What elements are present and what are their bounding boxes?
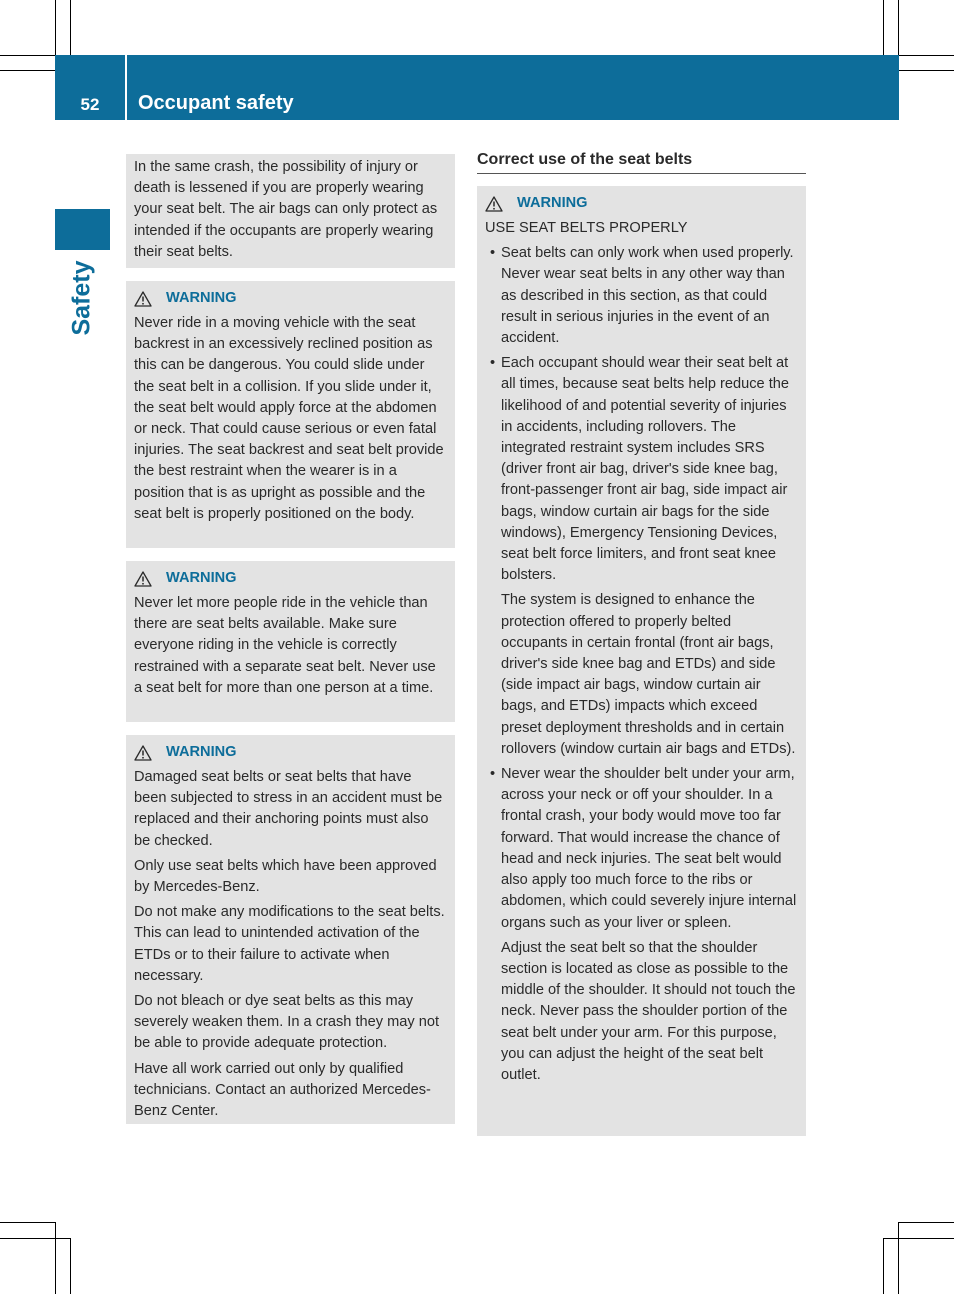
warning-heading: [134, 741, 447, 765]
page-header: [55, 55, 899, 120]
list-item: [485, 243, 798, 349]
warning-heading: [134, 567, 447, 591]
warning-label: WARNING: [166, 290, 237, 307]
crop-mark: [883, 1238, 884, 1294]
warning-triangle-icon: [485, 196, 503, 212]
warning-heading: [134, 287, 447, 311]
page-title: Occupant safety: [138, 92, 294, 114]
warning-subheading: USE SEAT BELTS PROPERLY: [485, 220, 688, 236]
warning-label: WARNING: [166, 744, 237, 761]
crop-mark: [0, 70, 56, 71]
crop-mark: [0, 1238, 71, 1239]
warning-box-reclined-seat: [126, 281, 455, 548]
warning-paragraph: Do not bleach or dye seat belts as this may severely weaken them. In a crash they may not be able to provide adequate protection.: [134, 993, 439, 1052]
warning-triangle-icon: [134, 291, 152, 307]
crop-mark: [55, 1222, 56, 1294]
warning-triangle-icon: [134, 745, 152, 761]
bullet-paragraph: • Seat belts can only work when used properly. Never wear seat belts in any other way than as described in this section, as that could result in serious injuries in the event of an accident.: [501, 245, 794, 347]
list-item: [485, 764, 798, 1086]
warning-label: WARNING: [517, 195, 588, 212]
crop-mark: [70, 0, 71, 56]
header-divider: [125, 55, 127, 120]
bullet-paragraph: • Never wear the shoulder belt under your arm, across your neck or off your shoulder. In a frontal crash, your body would move too far forward. That would increase the chance of head and neck injuries. The seat belt would also apply too much force to the ribs or abdomen, which could severely injure internal organs such as your liver or spleen.: [501, 766, 797, 931]
warning-paragraph: Only use seat belts which have been approved by Mercedes-Benz.: [134, 857, 437, 896]
warning-box-damaged-belts: [126, 735, 455, 1124]
warning-text: Never let more people ride in the vehicle than there are seat belts available. Make sure everyone riding in the vehicle is correctly restrained with a separate seat belt. Never use a seat belt for more than one person at a time.: [134, 595, 436, 696]
crop-mark: [898, 0, 899, 56]
crop-mark: [898, 70, 954, 71]
warning-heading: [485, 192, 798, 216]
crop-mark: [883, 1238, 954, 1239]
bullet-list: [485, 243, 798, 1086]
warning-triangle-icon: [134, 571, 152, 587]
section-tab-label: Safety: [67, 260, 96, 336]
warning-paragraph: Damaged seat belts or seat belts that have been subjected to stress in an accident must be replaced and their anchoring points must also be checked.: [134, 769, 443, 849]
crop-mark: [898, 1222, 899, 1294]
crop-mark: [898, 55, 954, 56]
crop-mark: [55, 0, 56, 56]
warning-label: WARNING: [166, 570, 237, 587]
section-heading: Correct use of the seat belts: [477, 151, 806, 174]
intro-box: [126, 154, 455, 268]
warning-box-use-belts-properly: [477, 186, 806, 1136]
intro-text: In the same crash, the possibility of injury or death is lessened if you are properly wearing your seat belt. The air bags can only protect as intended if the occupants are properly wearing their seat belts.: [134, 159, 438, 260]
warning-text: Never ride in a moving vehicle with the seat backrest in an excessively reclined position as this can be dangerous. You could slide under the seat belt in a collision. If you slide under it, the seat belt would apply force at the abdomen or neck. That could cause serious or even fatal injuries. The seat backrest and seat belt provide the best restraint when the wearer is in a position that is as upright as possible and the seat belt is properly positioned on the body.: [134, 315, 444, 522]
warning-paragraph: Have all work carried out only by qualified technicians. Contact an authorized Mercedes-Benz Center.: [134, 1060, 431, 1120]
bullet-paragraph: • Each occupant should wear their seat belt at all times, because seat belts help reduce the likelihood of and potential severity of injuries in accidents, including rollovers. The integrated restraint system includes SRS (driver front air bag, driver's side knee bag, front-passenger front air bag, side impact air bags, window curtain air bags for the side windows), Emergency Tensioning Devices, seat belt force limiters, and front seat knee bolsters.: [501, 355, 789, 584]
crop-mark: [898, 1222, 954, 1223]
warning-paragraph: Do not make any modifications to the seat belts. This can lead to unintended activation of the ETDs or to their failure to activate when necessary.: [134, 904, 445, 984]
crop-mark: [883, 0, 884, 56]
section-tab: [55, 209, 110, 250]
page-number: 52: [80, 95, 100, 114]
bullet-paragraph: The system is designed to enhance the protection offered to properly belted occupants in certain frontal (front air bags, driver's side knee bag and ETDs) and side (side impact air bags, window curtain air bags, and ETDs) impacts which exceed preset deployment thresholds and in certain rollovers (window curtain air bags and ETDs).: [501, 592, 796, 757]
crop-mark: [0, 1222, 56, 1223]
crop-mark: [70, 1238, 71, 1294]
warning-box-seat-count: [126, 561, 455, 722]
crop-mark: [0, 55, 56, 56]
bullet-paragraph: Adjust the seat belt so that the shoulder section is located as close as possible to the middle of the shoulder. It should not touch the neck. Never pass the shoulder portion of the seat belt under your arm. For this purpose, you can adjust the height of the seat belt outlet.: [501, 939, 796, 1083]
list-item: [485, 353, 798, 760]
